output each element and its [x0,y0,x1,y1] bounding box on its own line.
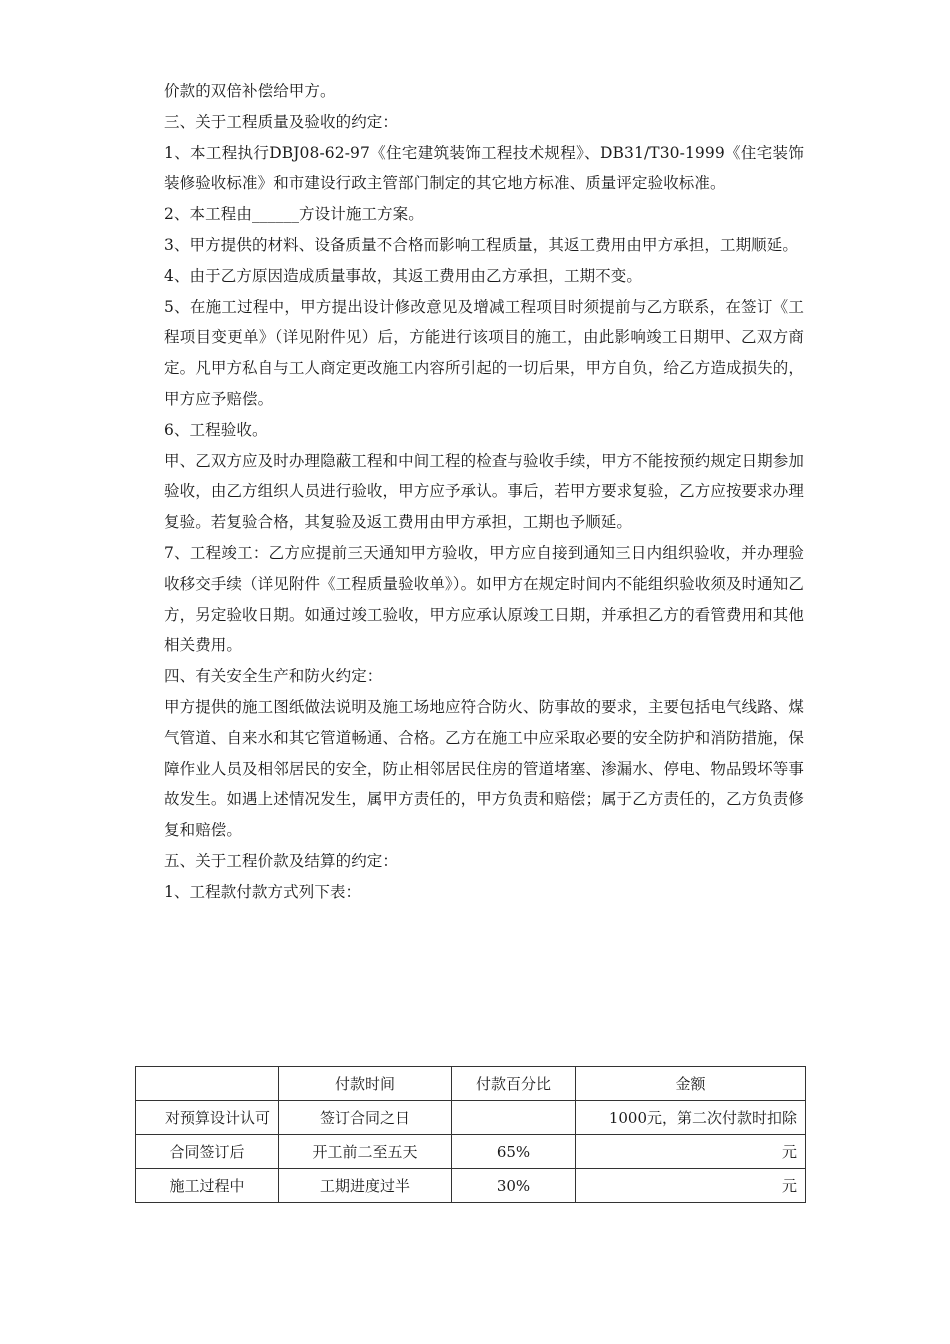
paragraph-acceptance-heading: 6、工程验收。 [164,420,268,439]
table-header-cell [136,1067,279,1101]
table-cell-time: 签订合同之日 [279,1101,452,1135]
paragraph-material-quality: 3、甲方提供的材料、设备质量不合格而影响工程质量，其返工费用由甲方承担，工期顺延。 [164,235,798,254]
table-cell-amount: 1000元，第二次付款时扣除 [576,1101,806,1135]
paragraph-standards: 1、本工程执行DBJ08-62-97《住宅建筑装饰工程技术规程》、DB31/T30-1999《住宅装饰装修验收标准》和市建设行政主管部门制定的其它地方标准、质量评定验收标准。 [164,143,804,193]
table-cell-percent: 65% [452,1135,576,1169]
table-cell-stage: 施工过程中 [136,1169,279,1203]
table-row [136,1135,806,1169]
payment-schedule-table [135,1066,806,1203]
table-header-cell: 付款时间 [279,1067,452,1101]
table-header-cell: 金额 [576,1067,806,1101]
paragraph-acceptance-detail: 甲、乙双方应及时办理隐蔽工程和中间工程的检查与验收手续，甲方不能按预约规定日期参加验收，由乙方组织人员进行验收，甲方应予承认。事后，若甲方要求复验，乙方应按要求办理复验。若复验合格，其复验及返工费用由甲方承担，工期也予顺延。 [164,451,804,532]
paragraph-completion: 7、工程竣工：乙方应提前三天通知甲方验收，甲方应自接到通知三日内组织验收，并办理验收移交手续（详见附件《工程质量验收单》）。如甲方在规定时间内不能组织验收须及时通知乙方，另定验收日期。如通过竣工验收，甲方应承认原竣工日期，并承担乙方的看管费用和其他相关费用。 [164,543,804,655]
paragraph-compensation: 价款的双倍补偿给甲方。 [164,82,336,100]
table-cell-time: 开工前二至五天 [279,1135,452,1169]
paragraph-payment-intro: 1、工程款付款方式列下表： [164,882,362,901]
table-header-cell: 付款百分比 [452,1067,576,1101]
table-cell-time: 工期进度过半 [279,1169,452,1203]
paragraph-design-change: 5、在施工过程中，甲方提出设计修改意见及增减工程项目时须提前与乙方联系，在签订《工程项目变更单》（详见附件见）后，方能进行该项目的施工，由此影响竣工日期甲、乙双方商定。凡甲方私自与工人商定更改施工内容所引起的一切后果，甲方自负，给乙方造成损失的，甲方应予赔偿。 [164,297,804,408]
table-cell-stage: 对预算设计认可 [136,1101,279,1135]
table-cell-percent [452,1101,576,1135]
table-row [136,1101,806,1135]
contract-body-text [164,76,804,908]
table-header-row [136,1067,806,1101]
paragraph-design-party: 2、本工程由______方设计施工方案。 [164,205,424,224]
paragraph-safety-detail: 甲方提供的施工图纸做法说明及施工场地应符合防火、防事故的要求，主要包括电气线路、煤气管道、自来水和其它管道畅通、合格。乙方在施工中应采取必要的安全防护和消防措施，保障作业人员及相邻居民的安全，防止相邻居民住房的管道堵塞、渗漏水、停电、物品毁坏等事故发生。如遇上述情况发生，属甲方责任的，甲方负责和赔偿；属于乙方责任的，乙方负责修复和赔偿。 [164,697,804,840]
section-heading-payment: 五、关于工程价款及结算的约定： [164,851,399,870]
table-cell-amount: 元 [576,1135,806,1169]
table-row [136,1169,806,1203]
table-cell-percent: 30% [452,1169,576,1203]
table-cell-amount: 元 [576,1169,806,1203]
table-cell-stage: 合同签订后 [136,1135,279,1169]
paragraph-quality-accident: 4、由于乙方原因造成质量事故，其返工费用由乙方承担，工期不变。 [164,266,642,285]
section-heading-safety: 四、有关安全生产和防火约定： [164,667,383,686]
section-heading-quality: 三、关于工程质量及验收的约定： [164,112,399,131]
